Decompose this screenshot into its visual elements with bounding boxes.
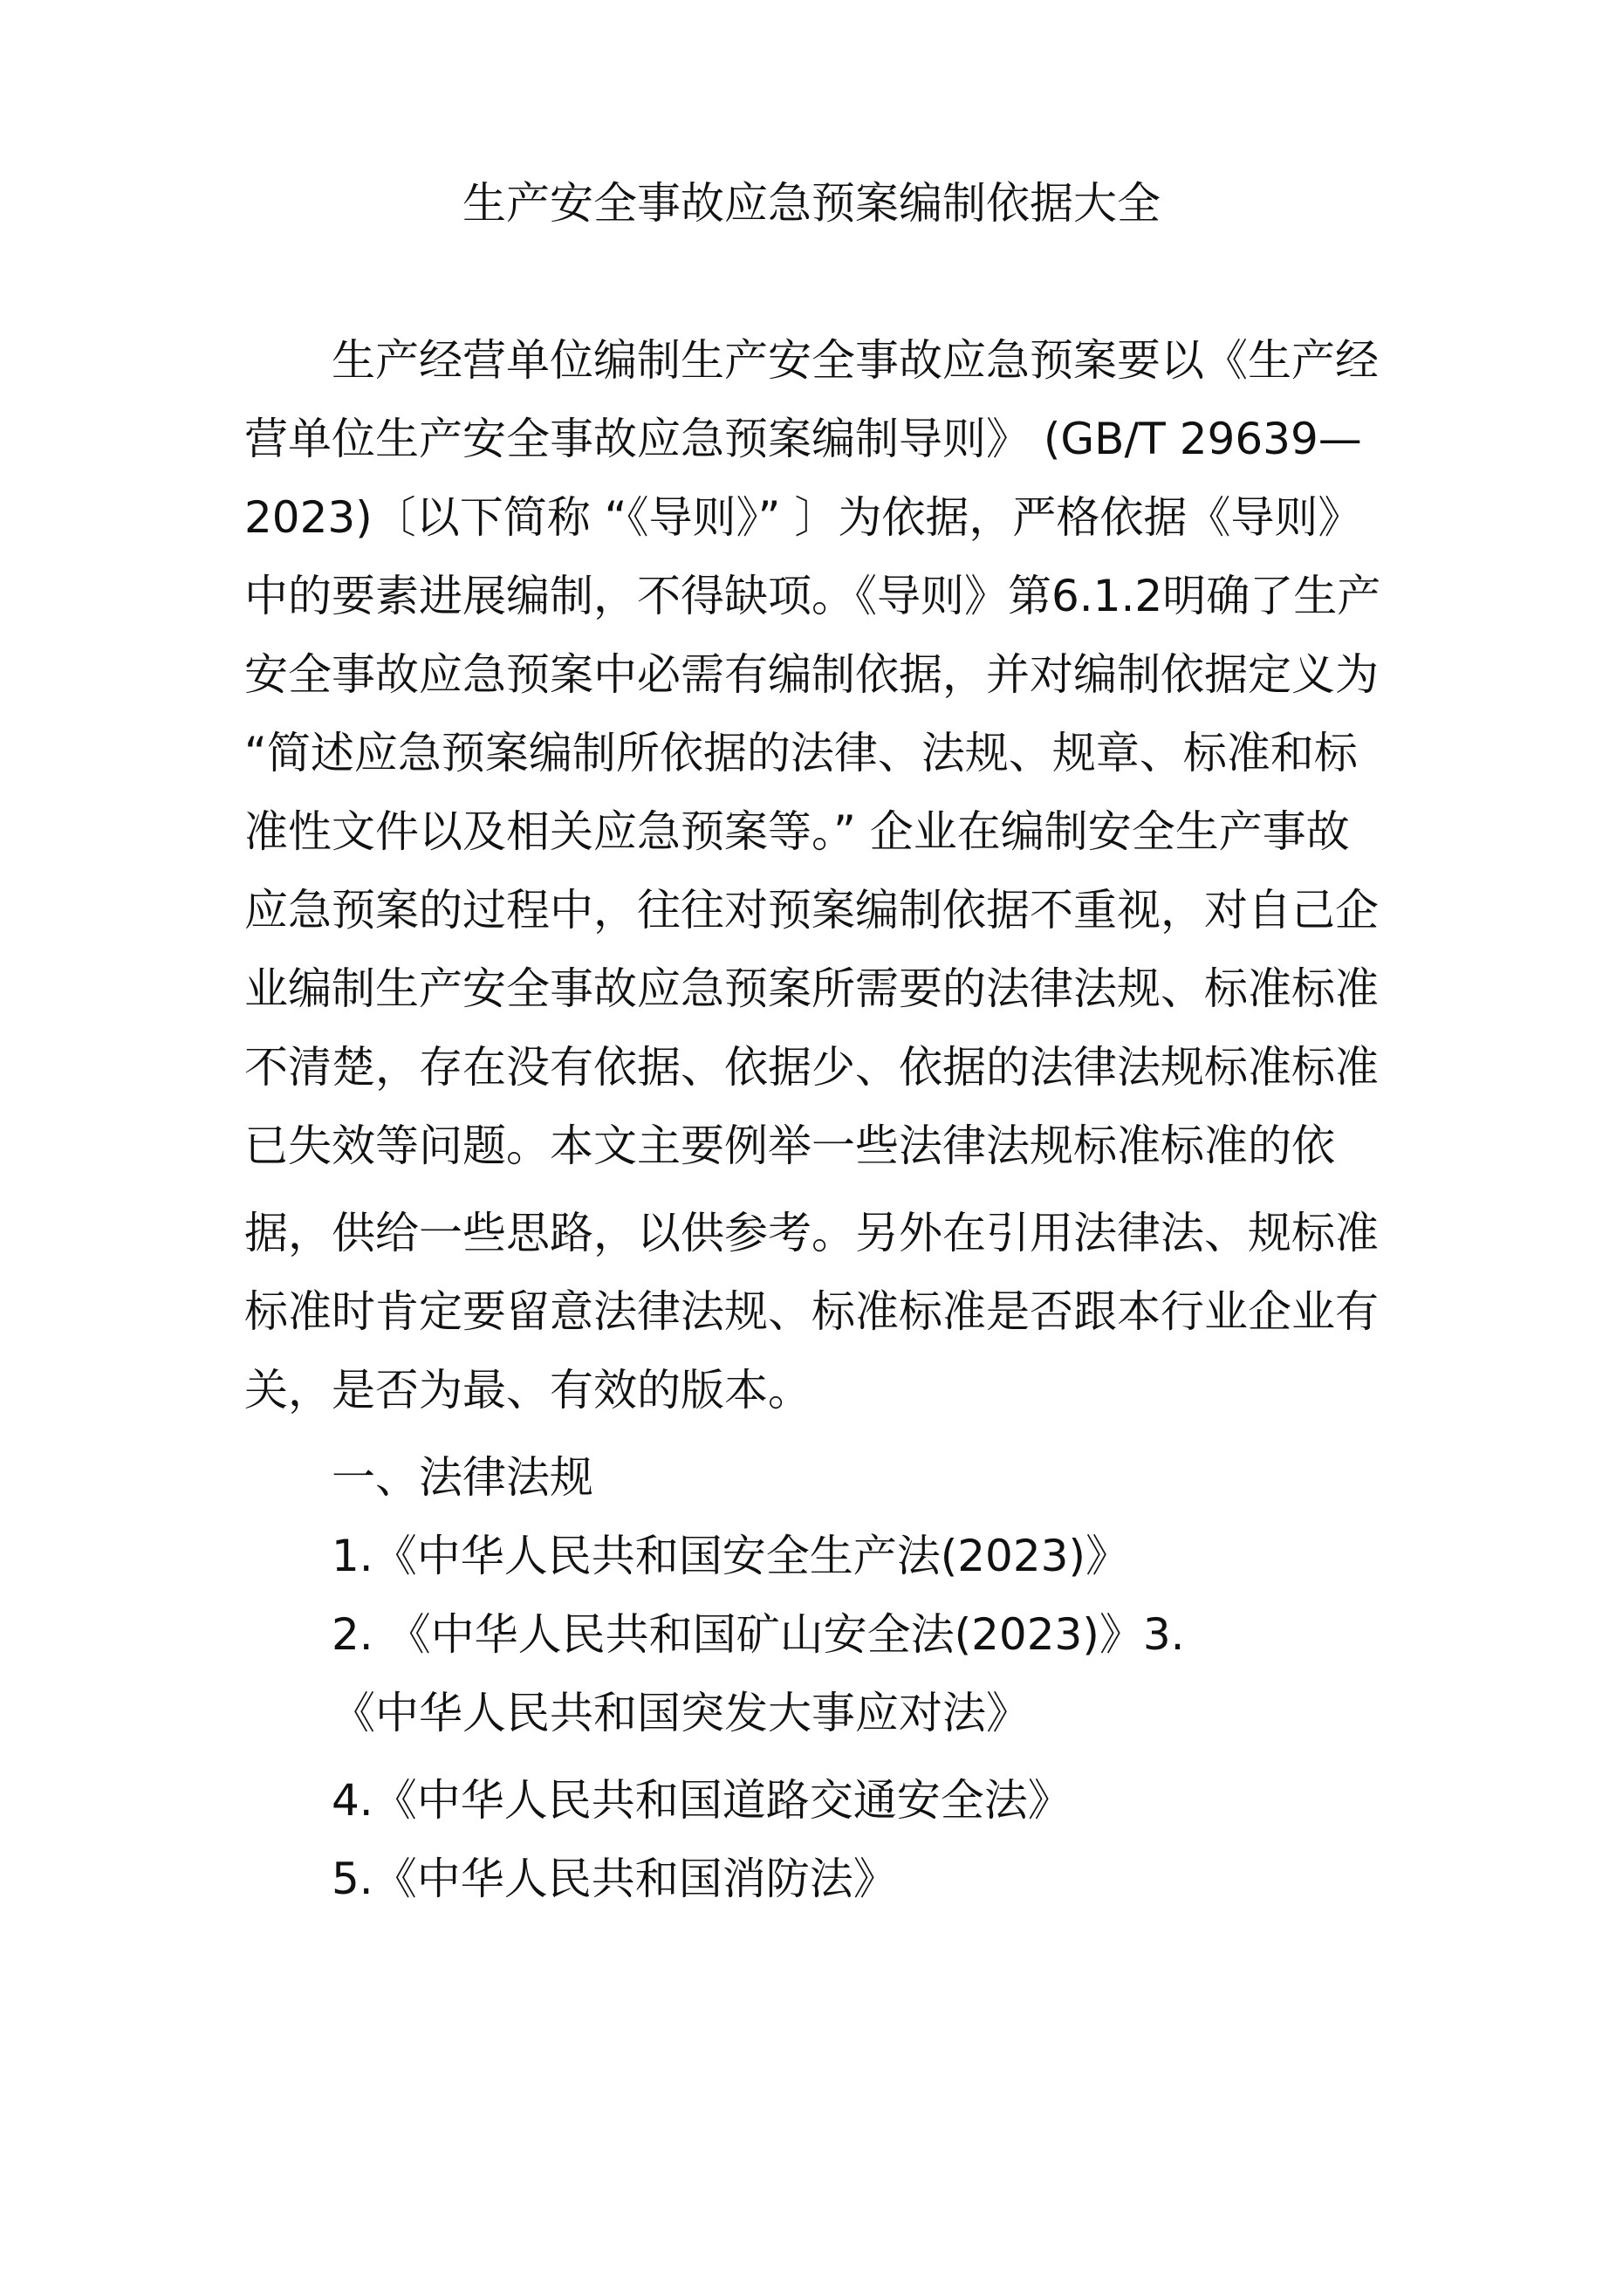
list-item-2: 2. 《中华人民共和国矿山安全法(2023)》3. [332, 1609, 1185, 1660]
intro-line-13: 标准时肯定要留意法律法规、标准标准是否跟本行业企业有 [244, 1286, 1379, 1337]
intro-line-3: 2023)〔以下简称 “《导则》” 〕为依据，严格依据《导则》 [244, 492, 1362, 543]
intro-line-8: 应急预案的过程中，往往对预案编制依据不重视，对自己企 [244, 885, 1379, 936]
intro-line-12: 据，供给一些思路，以供参考。另外在引用法律法、规标准 [244, 1208, 1379, 1258]
list-item-5: 5.《中华人民共和国消防法》 [332, 1854, 897, 1904]
list-item-4: 4.《中华人民共和国道路交通安全法》 [332, 1775, 1072, 1826]
document-title: 生产安全事故应急预案编制依据大全 [462, 178, 1161, 229]
intro-line-11: 已失效等问题。本文主要例举一些法律法规标准标准的依 [244, 1121, 1335, 1171]
intro-line-2: 营单位生产安全事故应急预案编制导则》 (GB/T 29639— [244, 414, 1362, 464]
section-heading: 一、法律法规 [332, 1452, 593, 1503]
intro-line-4: 中的要素进展编制，不得缺项。《导则》第6.1.2明确了生产 [244, 571, 1381, 621]
list-item-3: 《中华人民共和国突发大事应对法》 [332, 1688, 1030, 1738]
intro-line-5: 安全事故应急预案中必需有编制依据，并对编制依据定义为 [244, 649, 1379, 700]
intro-line-6: “简述应急预案编制所依据的法律、法规、规章、标准和标 [244, 728, 1358, 778]
intro-line-10: 不清楚，存在没有依据、依据少、依据的法律法规标准标准 [244, 1042, 1379, 1093]
intro-line-9: 业编制生产安全事故应急预案所需要的法律法规、标准标准 [244, 963, 1379, 1014]
intro-line-14: 关，是否为最、有效的版本。 [244, 1365, 812, 1415]
list-item-1: 1.《中华人民共和国安全生产法(2023)》 [332, 1531, 1129, 1581]
intro-line-1: 生产经营单位编制生产安全事故应急预案要以《生产经 [332, 335, 1379, 386]
intro-line-7: 准性文件以及相关应急预案等。” 企业在编制安全生产事故 [244, 806, 1350, 857]
